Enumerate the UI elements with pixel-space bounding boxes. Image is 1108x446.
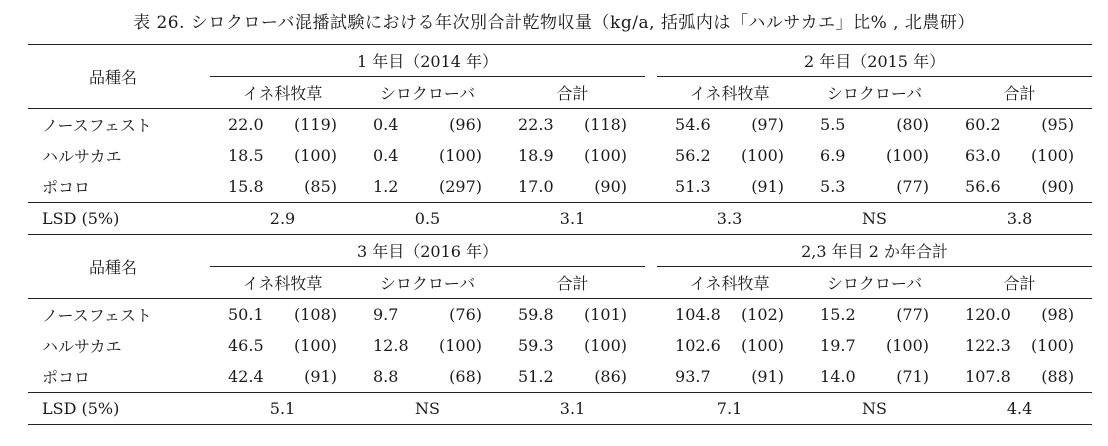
- table-row: [28, 109, 1092, 141]
- ratio: (100): [1031, 336, 1075, 355]
- group-header: 2 年目（2015 年）: [657, 45, 1092, 77]
- lsd-value: 0.5: [355, 203, 500, 235]
- value: 9.7: [373, 305, 399, 324]
- value: 1.2: [373, 177, 399, 196]
- value: 102.6: [675, 336, 721, 355]
- value: 0.4: [373, 115, 399, 134]
- ratio: (100): [293, 336, 337, 355]
- column-header: イネ科牧草: [242, 84, 323, 103]
- value: 54.6: [675, 115, 711, 134]
- lsd-label: LSD (5%): [28, 203, 198, 235]
- value: 15.2: [820, 305, 856, 324]
- ratio: (91): [304, 367, 337, 386]
- value-cell: [210, 140, 355, 171]
- value: 12.8: [373, 336, 409, 355]
- ratio: (90): [1041, 177, 1075, 196]
- ratio: (90): [594, 177, 628, 196]
- value-cell: [802, 361, 947, 393]
- value-cell: [210, 361, 355, 393]
- variety-name: ポコロ: [42, 368, 91, 387]
- value-cell: [355, 171, 500, 203]
- value: 63.0: [965, 146, 1001, 165]
- lsd-value: NS: [355, 393, 500, 425]
- value: 51.3: [675, 177, 711, 196]
- value: 6.9: [820, 146, 846, 165]
- value: 120.0: [965, 305, 1011, 324]
- column-header: 合計: [1003, 84, 1036, 103]
- value-cell: [802, 109, 947, 141]
- lsd-row: [28, 203, 1092, 235]
- ratio: (97): [751, 115, 785, 134]
- ratio: (76): [449, 305, 482, 324]
- ratio: (297): [438, 177, 482, 196]
- ratio: (91): [751, 367, 785, 386]
- group-header-row: [28, 235, 1092, 267]
- value-cell: [802, 140, 947, 171]
- ratio: (77): [896, 305, 930, 324]
- value-cell: [657, 171, 802, 203]
- column-header: イネ科牧草: [242, 274, 323, 293]
- table-row: [28, 140, 1092, 171]
- lsd-row: [28, 393, 1092, 425]
- lsd-value: NS: [802, 393, 947, 425]
- value: 104.8: [675, 305, 721, 324]
- lsd-value: 2.9: [210, 203, 355, 235]
- value-cell: [657, 361, 802, 393]
- value-cell: [947, 171, 1092, 203]
- value-cell: [500, 171, 645, 203]
- ratio: (100): [886, 146, 930, 165]
- group-header: 3 年目（2016 年）: [210, 235, 645, 267]
- value: 5.5: [820, 115, 846, 134]
- value-cell: [947, 299, 1092, 331]
- value: 46.5: [228, 336, 264, 355]
- group-header: 2,3 年目 2 か年合計: [657, 235, 1092, 267]
- value: 93.7: [675, 367, 711, 386]
- ratio: (119): [293, 115, 337, 134]
- value: 14.0: [820, 367, 856, 386]
- variety-header: 品種名: [28, 45, 198, 109]
- lsd-label: LSD (5%): [28, 393, 198, 425]
- value-cell: [500, 140, 645, 171]
- value: 19.7: [820, 336, 856, 355]
- value-cell: [657, 140, 802, 171]
- value-cell: [947, 330, 1092, 361]
- value-cell: [355, 330, 500, 361]
- value-cell: [657, 330, 802, 361]
- ratio: (91): [751, 177, 785, 196]
- ratio: (102): [741, 305, 785, 324]
- ratio: (100): [584, 146, 628, 165]
- value-cell: [210, 109, 355, 141]
- variety-name: ポコロ: [42, 178, 91, 197]
- value: 18.5: [228, 146, 264, 165]
- value-cell: [210, 330, 355, 361]
- value: 50.1: [228, 305, 264, 324]
- value-cell: [355, 361, 500, 393]
- column-header: シロクローバ: [826, 274, 923, 293]
- group-header-row: [28, 45, 1092, 77]
- variety-name: ハルサカエ: [42, 147, 122, 166]
- ratio: (101): [584, 305, 628, 324]
- column-header: 合計: [556, 274, 589, 293]
- value: 122.3: [965, 336, 1011, 355]
- lsd-value: 5.1: [210, 393, 355, 425]
- ratio: (85): [304, 177, 337, 196]
- value-cell: [947, 109, 1092, 141]
- value: 8.8: [373, 367, 399, 386]
- value: 42.4: [228, 367, 264, 386]
- variety-name: ノースフェスト: [28, 299, 198, 331]
- lsd-value: NS: [802, 203, 947, 235]
- value-cell: [947, 140, 1092, 171]
- ratio: (100): [584, 336, 628, 355]
- column-header: シロクローバ: [826, 84, 923, 103]
- ratio: (100): [741, 336, 785, 355]
- value-cell: [500, 361, 645, 393]
- value: 107.8: [965, 367, 1011, 386]
- ratio: (118): [584, 115, 628, 134]
- value: 15.8: [228, 177, 264, 196]
- value-cell: [500, 109, 645, 141]
- table-row: [28, 330, 1092, 361]
- ratio: (100): [438, 146, 482, 165]
- value-cell: [657, 299, 802, 331]
- ratio: (95): [1041, 115, 1075, 134]
- value: 51.2: [518, 367, 554, 386]
- value-cell: [802, 299, 947, 331]
- lsd-value: 4.4: [947, 393, 1092, 425]
- value: 0.4: [373, 146, 399, 165]
- yield-table: [28, 44, 1092, 425]
- value: 5.3: [820, 177, 846, 196]
- ratio: (71): [896, 367, 930, 386]
- value: 22.3: [518, 115, 554, 134]
- ratio: (96): [449, 115, 482, 134]
- value: 22.0: [228, 115, 264, 134]
- group-header: 1 年目（2014 年）: [210, 45, 645, 77]
- value-cell: [210, 171, 355, 203]
- value-cell: [500, 330, 645, 361]
- ratio: (100): [1031, 146, 1075, 165]
- value-cell: [355, 140, 500, 171]
- ratio: (100): [741, 146, 785, 165]
- value: 56.2: [675, 146, 711, 165]
- ratio: (80): [896, 115, 930, 134]
- ratio: (108): [293, 305, 337, 324]
- column-header: 合計: [556, 84, 589, 103]
- lsd-value: 3.1: [500, 393, 645, 425]
- value-cell: [500, 299, 645, 331]
- value-cell: [355, 299, 500, 331]
- ratio: (100): [438, 336, 482, 355]
- value: 60.2: [965, 115, 1001, 134]
- value-cell: [947, 361, 1092, 393]
- variety-name: ノースフェスト: [28, 109, 198, 141]
- column-header: イネ科牧草: [689, 84, 770, 103]
- variety-name: ハルサカエ: [42, 337, 122, 356]
- column-header: シロクローバ: [379, 84, 476, 103]
- ratio: (88): [1041, 367, 1075, 386]
- ratio: (68): [449, 367, 482, 386]
- variety-header: 品種名: [28, 235, 198, 299]
- value: 18.9: [518, 146, 554, 165]
- lsd-value: 7.1: [657, 393, 802, 425]
- table-row: [28, 299, 1092, 331]
- value: 56.6: [965, 177, 1001, 196]
- ratio: (98): [1041, 305, 1075, 324]
- value-cell: [657, 109, 802, 141]
- value-cell: [802, 171, 947, 203]
- value: 59.8: [518, 305, 554, 324]
- table-row: [28, 361, 1092, 393]
- ratio: (100): [293, 146, 337, 165]
- ratio: (100): [886, 336, 930, 355]
- value-cell: [210, 299, 355, 331]
- column-header: シロクローバ: [379, 274, 476, 293]
- table-row: [28, 171, 1092, 203]
- value: 59.3: [518, 336, 554, 355]
- ratio: (77): [896, 177, 930, 196]
- value-cell: [802, 330, 947, 361]
- lsd-value: 3.1: [500, 203, 645, 235]
- column-header: イネ科牧草: [689, 274, 770, 293]
- table-title: 表 26. シロクローバ混播試験における年次別合計乾物収量（kg/a, 括弧内は「ハルサカエ」比% , 北農研）: [133, 13, 975, 33]
- lsd-value: 3.3: [657, 203, 802, 235]
- lsd-value: 3.8: [947, 203, 1092, 235]
- value: 17.0: [518, 177, 554, 196]
- value-cell: [355, 109, 500, 141]
- ratio: (86): [594, 367, 628, 386]
- column-header: 合計: [1003, 274, 1036, 293]
